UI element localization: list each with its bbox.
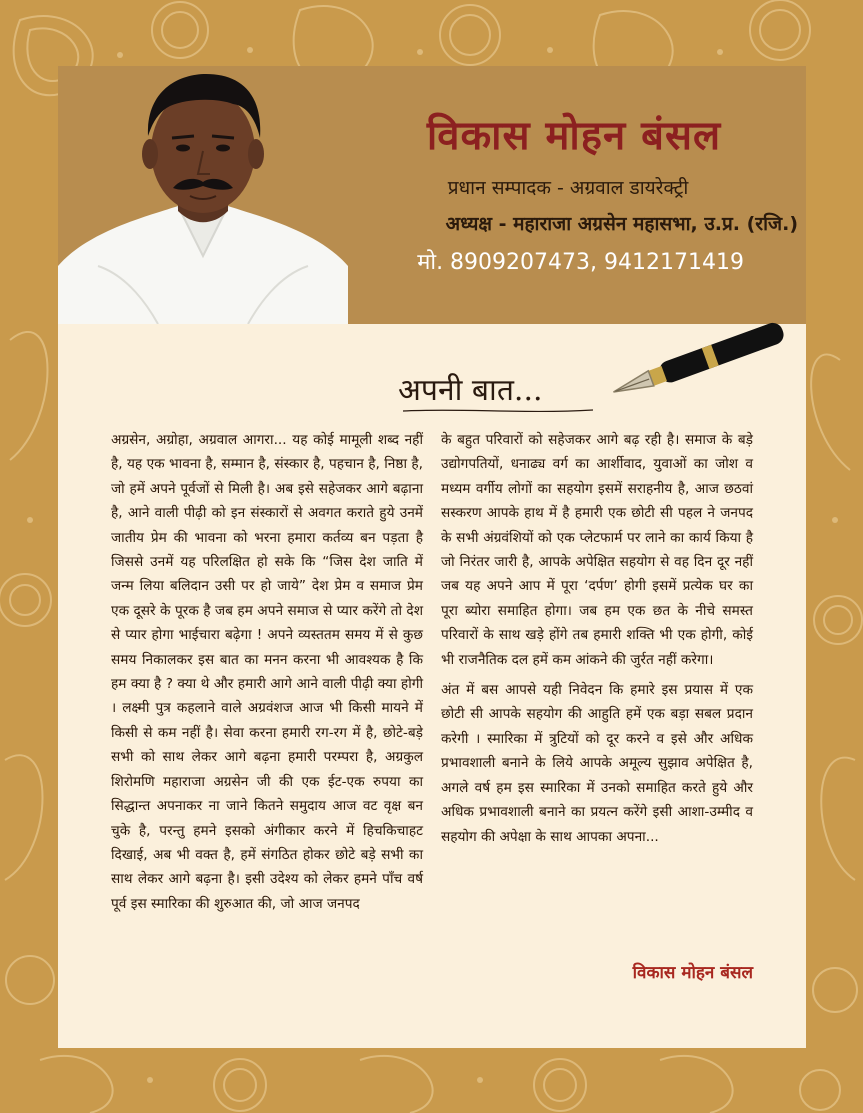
title-underline (403, 408, 593, 414)
right-paragraph-2: अंत में बस आपसे यही निवेदन कि हमारे इस प्रयास में एक छोटी सी आपके सहयोग की आहुति हमें एक बड़ा सबल प्रदान करेगी । स्मारिका में त्रुटियों को दूर करने व इसे और अधिक प्रभावशाली बनाने के लिये आपके अमूल्य सुझाव अपेक्षित है, अगले वर्ष हम इस स्मारिका में उनको समाहित करते हुये और अधिक प्रभावशाली बनाने का प्रयत्न करेंगे इसी आशा-उम्मीद व सहयोग की अपेक्षा के साथ आपका अपना... (441, 682, 753, 845)
portrait-photo (58, 66, 348, 324)
mobile-numbers: मो. 8909207473, 9412171419 (417, 250, 744, 275)
editor-name: विकास मोहन बंसल (426, 112, 722, 159)
signature: विकास मोहन बंसल (632, 963, 753, 983)
left-paragraph: अग्रसेन, अग्रोहा, अग्रवाल आगरा... यह कोई मामूली शब्द नहीं है, यह एक भावना है, सम्मान है, संस्कार है, पहचान है, निष्ठा है, जो हमें अपने पूर्वजों से मिली है। अब इसे सहेजकर आगे बढ़ाना है, आने वाली पीढ़ी को इन संस्कारों से अवगत कराते हुये उनमें जातीय प्रेम की भावना को भरना हमारा कर्तव्य बन पड़ता है जिससे उनमें यह परिलक्षित हो सके कि “जिस देश जाति में जन्म लिया बलिदान उसी पर हो जाये” देश प्रेम व समाज प्रेम एक दूसरे के पूरक है जब हम अपने समाज से प्यार करेंगे तो देश से प्यार होगा भाईचारा बढ़ेगा ! अपने व्यस्ततम समय में से कुछ समय निकालकर इस बात का मनन करना भी आवश्यक है कि हम क्या है ? क्या थे और हमारी आगे आने वाली पीढ़ी क्या होगी । लक्ष्मी पुत्र कहलाने वाले अग्रवंशज आज भी किसी मायने में किसी से कम नहीं है। सेवा करना हमारी रग-रग में है, छोटे-बड़े सभी को साथ लेकर आगे बढ़ना हमारी परम्परा है, अग्रकुल शिरोमणि महाराजा अग्रसेन जी की एक ईट-एक रुपया का सिद्धान्त अपनाकर ना जाने कितने समुदाय आज वट वृक्ष बन चुके है, परन्तु हमने इसको अंगीकार करने में हिचकिचाहट दिखाई, अब भी वक्त है, हमें संगठित होकर छोटे बड़े सभी का साथ लेकर आगे बढ़ना है। इसी उदेश्य को लेकर हमने पाँच वर्ष पूर्व इस स्मारिका की शुरुआत की, जो आज जनपद (111, 432, 423, 912)
header-band (58, 66, 806, 324)
article-left-column (111, 428, 423, 916)
fountain-pen-icon (588, 322, 798, 402)
editor-designation: प्रधान सम्पादक - अग्रवाल डायरेक्ट्री (447, 177, 689, 199)
article-right-column (441, 428, 753, 849)
section-title: अपनी बात... (398, 373, 543, 408)
editor-president-title: अध्यक्ष - महाराजा अग्रसेन महासभा, उ.प्र. (रजि.) (445, 213, 798, 235)
article-panel (58, 324, 806, 1048)
right-paragraph-1: के बहुत परिवारों को सहेजकर आगे बढ़ रही है। समाज के बड़े उद्योगपतियों, धनाढ्य वर्ग का आर्शीवाद, युवाओं का जोश व मध्यम वर्गीय लोगों का सहयोग इसमें सराहनीय है, आज छठवां सस्करण आपके हाथ में है हमारी एक छोटी सी पहल ने जनपद के सभी अंग्रवंशियों को एक प्लेटफार्म पर लाने का कार्य किया है जो निरंतर जारी है, आपके अपेक्षित सहयोग से वह दिन दूर नहीं जब यह अपने आप में पूरा ‘दर्पण’ होगी इसमें प्रत्येक घर का पूरा ब्योरा समाहित होगा। जब हम एक छत के नीचे समस्त परिवारों के साथ खड़े होंगे तब हमारी शक्ति भी एक होगी, कोई भी राजनैतिक दल हमें कम आंकने की जुर्रत नहीं करेगा। (441, 432, 753, 668)
